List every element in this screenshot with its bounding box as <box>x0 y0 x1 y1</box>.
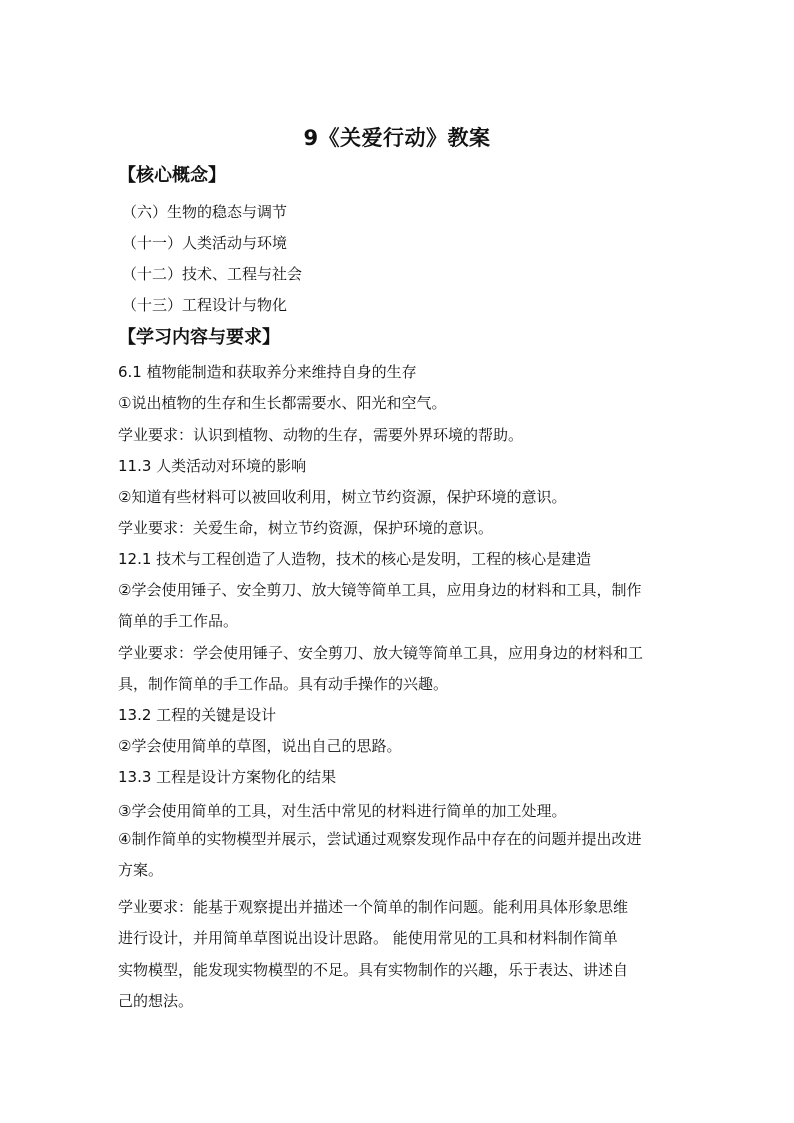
content-line: ②知道有些材料可以被回收利用，树立节约资源，保护环境的意识。 <box>118 488 567 506</box>
content-line: 方案。 <box>118 861 164 879</box>
core-concept-item: （六）生物的稳态与调节 <box>122 203 288 221</box>
content-line: 实物模型，能发现实物模型的不足。具有实物制作的兴趣，乐于表达、讲述自 <box>118 961 629 979</box>
content-line: 学业要求：关爱生命，树立节约资源，保护环境的意识。 <box>118 519 494 537</box>
content-line: 学业要求：认识到植物、动物的生存，需要外界环境的帮助。 <box>118 426 524 444</box>
document-title: 9《关爱行动》教案 <box>303 126 491 150</box>
content-line: 进行设计，并用简单草图说出设计思路。 能使用常见的工具和材料制作简单 <box>118 929 618 947</box>
content-line: ③学会使用简单的工具，对生活中常见的材料进行简单的加工处理。 <box>118 802 567 820</box>
section-heading-core-concepts: 【核心概念】 <box>118 165 226 186</box>
core-concept-item: （十一）人类活动与环境 <box>122 234 288 252</box>
content-line: 11.3 人类活动对环境的影响 <box>118 457 307 475</box>
section-heading-learning-content: 【学习内容与要求】 <box>118 327 280 348</box>
content-line: ②学会使用锤子、安全剪刀、放大镜等简单工具，应用身边的材料和工具，制作 <box>118 581 642 599</box>
content-line: 13.2 工程的关键是设计 <box>118 706 277 724</box>
content-line: 13.3 工程是设计方案物化的结果 <box>118 768 337 786</box>
content-line: 具，制作简单的手工作品。具有动手操作的兴趣。 <box>118 675 449 693</box>
content-line: 12.1 技术与工程创造了人造物，技术的核心是发明，工程的核心是建造 <box>118 550 592 568</box>
core-concept-item: （十三）工程设计与物化 <box>122 296 288 314</box>
content-line: ④制作简单的实物模型并展示，尝试通过观察发现作品中存在的问题并提出改进 <box>118 830 642 848</box>
core-concept-item: （十二）技术、工程与社会 <box>122 265 303 283</box>
content-line: 己的想法。 <box>118 992 194 1010</box>
content-line: 学业要求：学会使用锤子、安全剪刀、放大镜等简单工具，应用身边的材料和工 <box>118 644 644 662</box>
content-line: ②学会使用简单的草图，说出自己的思路。 <box>118 737 402 755</box>
content-line: 简单的手工作品。 <box>118 612 239 630</box>
content-line: ①说出植物的生存和生长都需要水、阳光和空气。 <box>118 394 447 412</box>
content-line: 学业要求：能基于观察提出并描述一个简单的制作问题。能利用具体形象思维 <box>118 898 629 916</box>
content-line: 6.1 植物能制造和获取养分来维持自身的生存 <box>118 363 417 381</box>
